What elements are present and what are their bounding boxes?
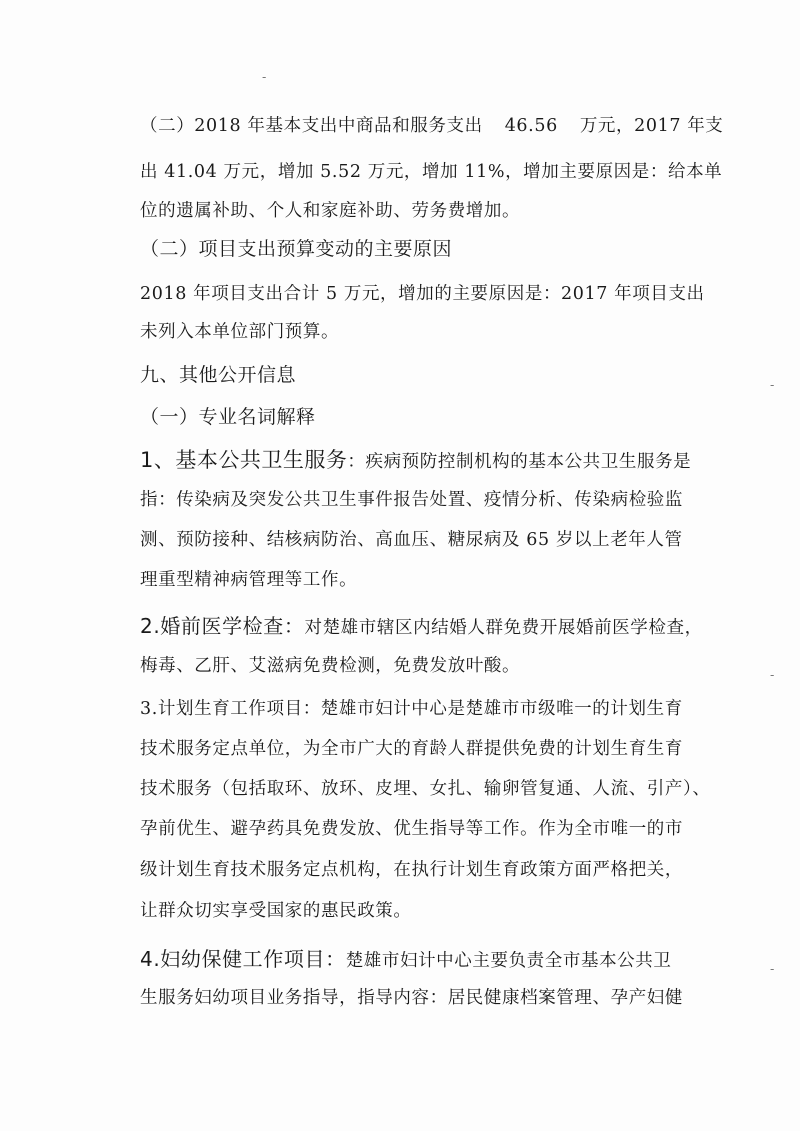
term-title: 4.妇幼保健工作项目： [140, 947, 346, 971]
paragraph-line: 孕前优生、避孕药具免费发放、优生指导等工作。作为全市唯一的市 [140, 819, 683, 839]
paragraph-line: 2.婚前医学检查：对楚雄市辖区内结婚人群免费开展婚前医学检查， [140, 614, 703, 638]
paragraph-line: 位的遗属补助、个人和家庭补助、劳务费增加。 [140, 201, 521, 221]
section-heading: （一）专业名词解释 [140, 406, 316, 428]
paragraph-line: 让群众切实享受国家的惠民政策。 [140, 901, 412, 921]
scan-mark: - [770, 668, 775, 682]
term-title: 1、基本公共卫生服务 [140, 448, 348, 472]
paragraph-line: 梅毒、乙肝、艾滋病免费检测，免费发放叶酸。 [140, 656, 521, 676]
term-title: 2.婚前医学检查： [140, 614, 305, 638]
section-heading: （二）项目支出预算变动的主要原因 [140, 238, 453, 260]
paragraph-line: 指：传染病及突发公共卫生事件报告处置、疫情分析、传染病检验监 [140, 490, 683, 510]
paragraph-line: 出 41.04 万元，增加 5.52 万元，增加 11%，增加主要原因是：给本单 [140, 162, 723, 182]
paragraph-line: 理重型精神病管理等工作。 [140, 570, 358, 590]
paragraph-line: 测、预防接种、结核病防治、高血压、糖尿病及 65 岁以上老年人管 [140, 530, 683, 550]
paragraph-line: 未列入本单位部门预算。 [140, 322, 340, 342]
paragraph-line: 4.妇幼保健工作项目：楚雄市妇计中心主要负责全市基本公共卫 [140, 947, 672, 971]
paragraph-line: 3.计划生育工作项目：楚雄市妇计中心是楚雄市市级唯一的计划生育 [140, 699, 683, 719]
scan-mark: - [262, 70, 267, 84]
paragraph-line: 生服务妇幼项目业务指导，指导内容：居民健康档案管理、孕产妇健 [140, 988, 683, 1008]
section-heading: 九、其他公开信息 [140, 364, 297, 386]
scan-mark: - [770, 962, 775, 976]
scan-mark: - [770, 378, 775, 392]
paragraph-line: 1、基本公共卫生服务：疾病预防控制机构的基本公共卫生服务是 [140, 448, 692, 472]
paragraph-line: 2018 年项目支出合计 5 万元，增加的主要原因是：2017 年项目支出 [140, 284, 705, 304]
paragraph-line: 技术服务（包括取环、放环、皮埋、女扎、输卵管复通、人流、引产）、 [140, 779, 711, 799]
paragraph-line: 级计划生育技术服务定点机构，在执行计划生育政策方面严格把关， [140, 860, 683, 880]
paragraph-line: 技术服务定点单位，为全市广大的育龄人群提供免费的计划生育生育 [140, 739, 683, 759]
paragraph-line: （二）2018 年基本支出中商品和服务支出 46.56 万元，2017 年支 [140, 116, 724, 136]
